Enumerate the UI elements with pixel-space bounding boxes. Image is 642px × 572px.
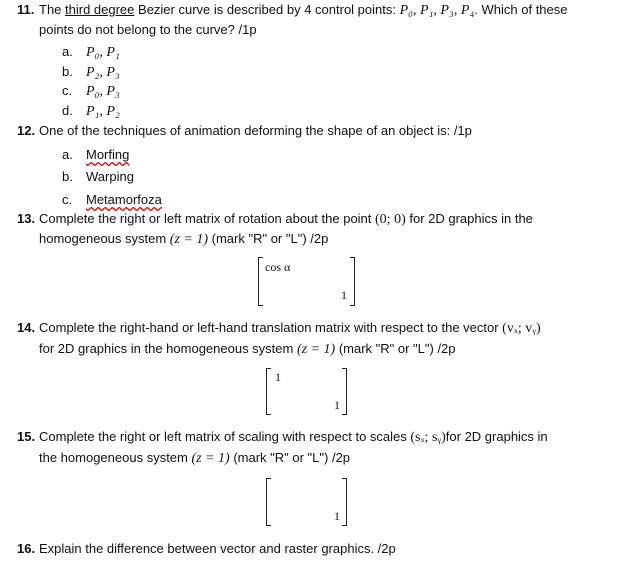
- question-text: homogeneous system: [39, 231, 170, 246]
- option-b: [62, 168, 134, 186]
- option-text: P₁, P₂: [86, 104, 120, 119]
- option-label: b.: [62, 64, 73, 79]
- question-15: [17, 427, 632, 448]
- matrix-cell-bottom-right: 1: [334, 398, 340, 412]
- question-text: Complete the right-hand or left-hand translation matrix with respect to the vector: [39, 320, 503, 335]
- option-label: a.: [62, 147, 73, 162]
- question-number: 15.: [17, 429, 36, 444]
- option-label: a.: [62, 44, 73, 59]
- option-label: c.: [62, 83, 73, 98]
- matrix-cell-top-left: cos α: [265, 260, 291, 274]
- right-bracket: [342, 368, 347, 415]
- left-bracket: [266, 368, 271, 415]
- question-16: [17, 539, 632, 559]
- question-text: Complete the right or left matrix of rotation about the point: [39, 211, 376, 226]
- matrix-cell-bottom-right: 1: [334, 509, 340, 523]
- left-bracket: [258, 257, 263, 306]
- option-text: Warping: [86, 169, 134, 184]
- option-text: P₀, P₁: [86, 45, 120, 60]
- question-text: for 2D graphics in the homogeneous system: [39, 341, 297, 356]
- question-number: 11.: [17, 2, 35, 17]
- scale-factors: (sₓ; sᵧ): [410, 430, 446, 445]
- option-text: Metamorfoza: [86, 192, 162, 207]
- option-label: b.: [62, 169, 73, 184]
- question-14-line2: [17, 339, 642, 360]
- translation-vector: (vₓ; vᵧ): [502, 321, 541, 336]
- question-text: (mark "R" or "L") /2p: [335, 341, 456, 356]
- option-b: [62, 63, 120, 82]
- question-12: [17, 121, 632, 141]
- homogeneous-z: (z = 1): [191, 451, 230, 466]
- right-bracket: [342, 478, 347, 526]
- option-text: P₀, P₃: [86, 84, 120, 99]
- rotation-matrix: [258, 257, 355, 304]
- question-text: The: [39, 2, 66, 17]
- question-number: 16.: [17, 541, 36, 556]
- question-11: [17, 0, 632, 21]
- right-bracket: [350, 257, 355, 306]
- highlighted-term: third degree: [65, 2, 135, 17]
- question-text: (mark "R" or "L") /2p: [208, 231, 329, 246]
- question-text: the homogeneous system: [39, 450, 192, 465]
- scaling-matrix: [266, 478, 347, 524]
- question-text: Bezier curve is described by 4 control points:: [134, 2, 400, 17]
- matrix-cell-top-left: 1: [275, 370, 281, 384]
- homogeneous-z: (z = 1): [169, 232, 209, 247]
- control-points: P₀, P₁, P₃, P₄: [399, 3, 475, 18]
- option-c: [62, 82, 120, 101]
- translation-matrix: [266, 368, 347, 413]
- rotation-point: (0; 0): [375, 212, 406, 227]
- option-text: Morfing: [86, 147, 130, 162]
- left-bracket: [266, 478, 271, 526]
- question-text: (mark "R" or "L") /2p: [229, 450, 351, 465]
- question-number: 12.: [17, 123, 36, 138]
- option-a: [62, 43, 120, 62]
- question-text: for 2D graphics in the: [405, 211, 533, 226]
- question-text: Explain the difference between vector and raster graphics. /2p: [39, 541, 396, 556]
- question-13-line2: [17, 229, 642, 250]
- homogeneous-z: (z = 1): [296, 342, 336, 357]
- question-text: One of the techniques of animation deforming the shape of an object is: /1p: [39, 123, 472, 138]
- question-text: Complete the right or left matrix of scaling with respect to scales: [39, 429, 411, 444]
- question-15-line2: [17, 448, 642, 469]
- option-d: [62, 102, 120, 121]
- question-number: 13.: [17, 211, 36, 226]
- question-number: 14.: [17, 320, 36, 335]
- option-text: P₂, P₃: [86, 65, 120, 80]
- question-text: for 2D graphics in: [445, 429, 548, 444]
- option-label: d.: [62, 103, 73, 118]
- question-text: . Which of these: [474, 2, 568, 17]
- question-11-line2: points do not belong to the curve? /1p: [39, 22, 257, 37]
- option-c: [62, 191, 162, 209]
- option-a: [62, 146, 129, 164]
- matrix-cell-bottom-right: 1: [341, 288, 347, 302]
- question-14: [17, 318, 632, 339]
- option-label: c.: [62, 192, 73, 207]
- question-13: [17, 209, 632, 230]
